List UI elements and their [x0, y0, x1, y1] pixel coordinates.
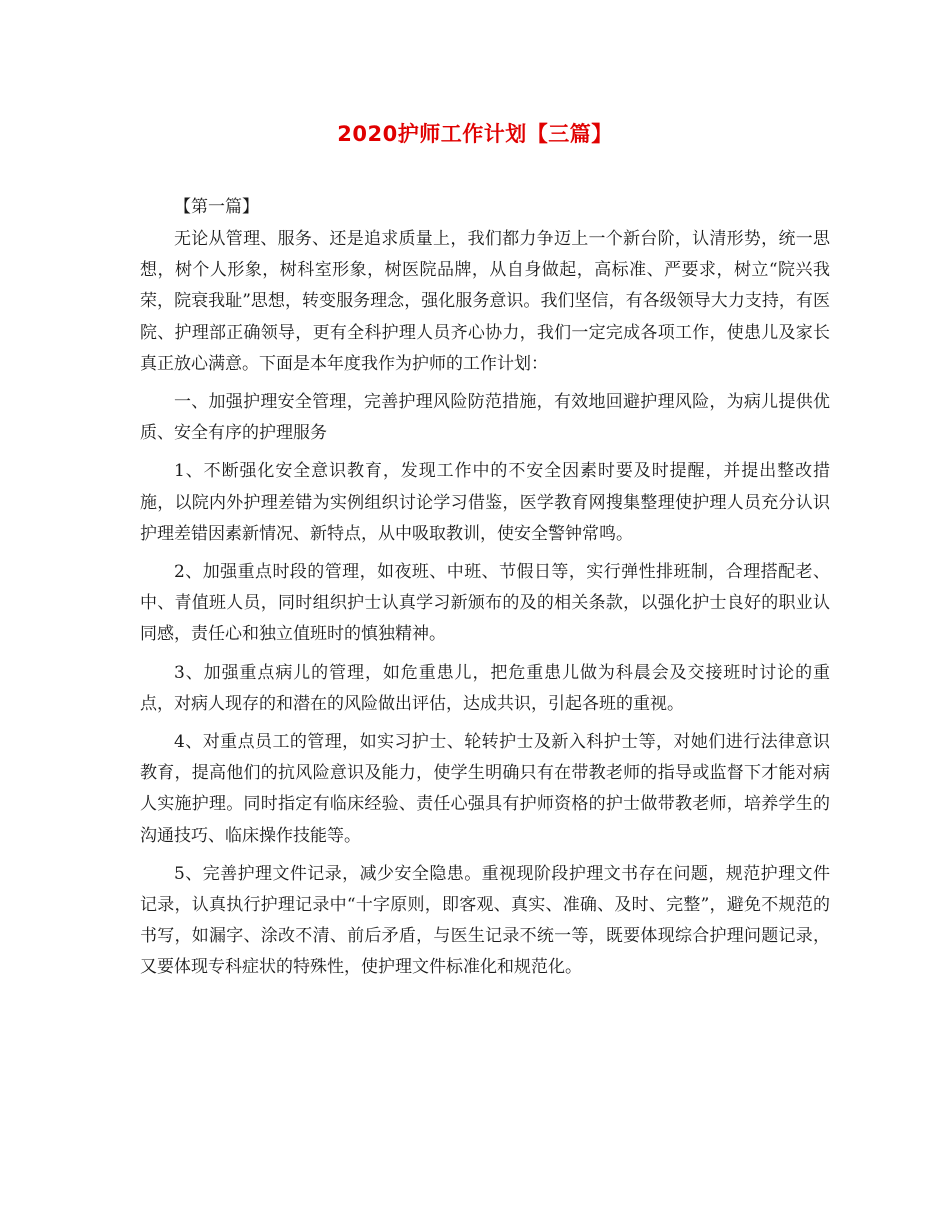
- paragraph-item-1: 1、不断强化安全意识教育，发现工作中的不安全因素时要及时提醒，并提出整改措施，以院内外护理差错为实例组织讨论学习借鉴，医学教育网搜集整理使护理人员充分认识护理差错因素新情况、新特点，从中吸取教训，使安全警钟常鸣。: [140, 461, 830, 544]
- document-title: 2020护师工作计划【三篇】: [337, 122, 613, 146]
- paragraph-item-2: 2、加强重点时段的管理，如夜班、中班、节假日等，实行弹性排班制，合理搭配老、中、青值班人员，同时组织护士认真学习新颁布的及的相关条款，以强化护士良好的职业认同感，责任心和独立值班时的慎独精神。: [140, 562, 830, 645]
- paragraph-item-5: 5、完善护理文件记录，减少安全隐患。重视现阶段护理文书存在问题，规范护理文件记录，认真执行护理记录中“十字原则，即客观、真实、准确、及时、完整”，避免不规范的书写，如漏字、涂改不清、前后矛盾，与医生记录不统一等，既要体现综合护理问题记录，又要体现专科症状的特殊性，使护理文件标准化和规范化。: [140, 863, 830, 978]
- document-body: [140, 190, 830, 991]
- paragraph-heading-one: 一、加强护理安全管理，完善护理风险防范措施，有效地回避护理风险，为病儿提供优质、安全有序的护理服务: [140, 392, 830, 444]
- paragraph-item-3: 3、加强重点病儿的管理，如危重患儿，把危重患儿做为科晨会及交接班时讨论的重点，对病人现存的和潜在的风险做出评估，达成共识，引起各班的重视。: [140, 662, 830, 714]
- paragraph-item-4: 4、对重点员工的管理，如实习护士、轮转护士及新入科护士等，对她们进行法律意识教育，提高他们的抗风险意识及能力，使学生明确只有在带教老师的指导或监督下才能对病人实施护理。同时指定有临床经验、责任心强具有护师资格的护士做带教老师，培养学生的沟通技巧、临床操作技能等。: [140, 732, 830, 846]
- paragraph-intro: 无论从管理、服务、还是追求质量上，我们都力争迈上一个新台阶，认清形势，统一思想，树个人形象，树科室形象，树医院品牌，从自身做起，高标准、严要求，树立“院兴我荣，院衰我耻”思想，转变服务理念，强化服务意识。我们坚信，有各级领导大力支持，有医院、护理部正确领导，更有全科护理人员齐心协力，我们一定完成各项工作，使患儿及家长真正放心满意。下面是本年度我作为护师的工作计划：: [140, 229, 830, 374]
- section-heading: 【第一篇】: [174, 197, 259, 217]
